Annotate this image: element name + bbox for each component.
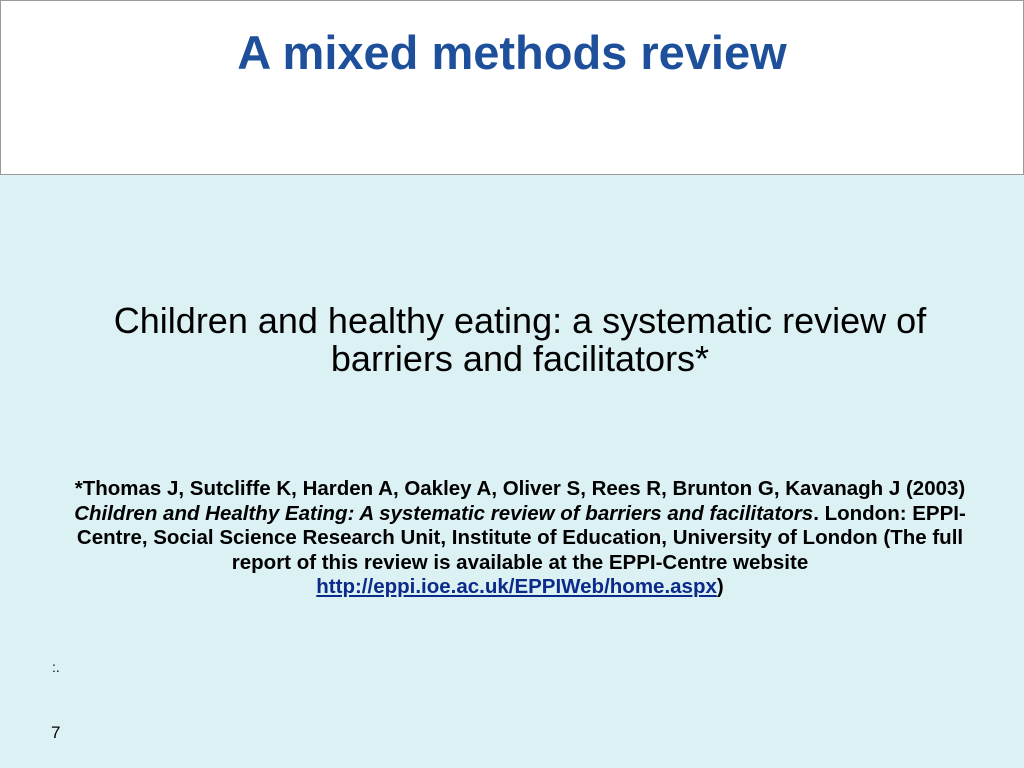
title-box bbox=[0, 0, 1024, 175]
citation-text bbox=[70, 477, 970, 600]
slide-title: A mixed methods review bbox=[237, 26, 787, 79]
citation-closing: ) bbox=[716, 575, 724, 598]
citation-work-title: Children and Healthy Eating: A systematic review of barriers and facilitators bbox=[74, 501, 814, 525]
page-number: 7 bbox=[51, 723, 61, 742]
eppi-centre-link[interactable]: http://eppi.ioe.ac.uk/EPPIWeb/home.aspx bbox=[316, 575, 717, 598]
citation-authors: *Thomas J, Sutcliffe K, Harden A, Oakley A, Oliver S, Rees R, Brunton G, Kavanagh J (2003) bbox=[74, 477, 966, 500]
citation-publisher: . London: EPPI-Centre, Social Science Research Unit, Institute of Education, University of London (The full report of this review is available at the EPPI-Centre website bbox=[76, 501, 966, 574]
content-area bbox=[0, 175, 1024, 768]
review-subtitle: Children and healthy eating: a systematic review of barriers and facilitators* bbox=[113, 300, 927, 379]
footnote-marker: :. bbox=[52, 659, 60, 675]
